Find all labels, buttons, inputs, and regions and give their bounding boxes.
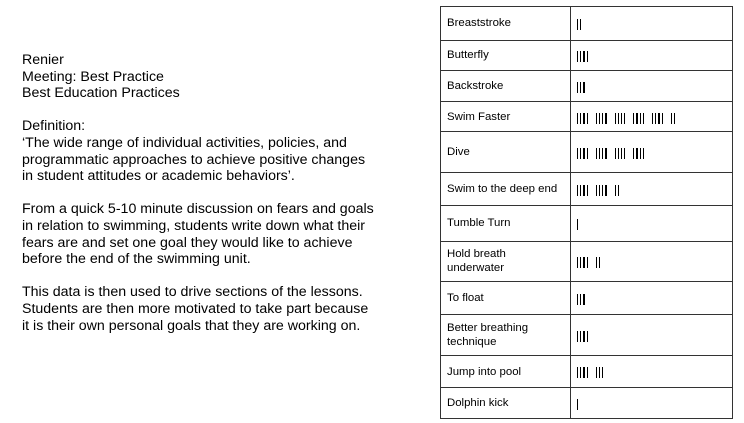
tally-group	[633, 147, 644, 158]
tally-mark	[640, 148, 641, 159]
notes-line: Best Education Practices	[22, 85, 180, 102]
tally-mark	[643, 148, 644, 159]
activity-label: Dolphin kick	[441, 388, 571, 419]
tally-mark	[583, 51, 584, 62]
tally-cell	[571, 241, 733, 282]
tally-mark	[652, 113, 653, 124]
tally-group	[577, 293, 585, 304]
table-row	[441, 314, 733, 355]
tally-mark	[587, 113, 588, 124]
activity-label: Jump into pool	[441, 355, 571, 388]
table-row	[441, 40, 733, 71]
tally-mark	[633, 148, 634, 159]
tally-mark	[577, 113, 578, 124]
notes-line: fears are and set one goal they would like to achieve	[22, 234, 353, 251]
tally-mark	[615, 148, 616, 159]
tally-mark	[621, 113, 622, 124]
tally-mark	[583, 113, 584, 124]
tally-mark	[577, 185, 578, 196]
tally-group	[615, 111, 626, 122]
tally-mark	[599, 367, 600, 378]
tally-mark	[583, 257, 584, 268]
tally-mark	[615, 185, 616, 196]
tally-mark	[655, 113, 656, 124]
tally-cell	[571, 388, 733, 419]
tally-mark	[621, 148, 622, 159]
tally-cell	[571, 132, 733, 173]
tally-group	[577, 329, 588, 340]
notes-line: ‘The wide range of individual activities, policies, and	[22, 134, 347, 151]
tally-table	[440, 6, 733, 419]
tally-mark	[605, 113, 606, 124]
tally-mark	[580, 148, 581, 159]
activity-label: Backstroke	[441, 71, 571, 102]
tally-mark	[580, 82, 581, 93]
tally-mark	[580, 257, 581, 268]
tally-mark	[583, 367, 584, 378]
notes-line: programmatic approaches to achieve positive changes	[22, 151, 366, 168]
tally-mark	[640, 113, 641, 124]
tally-cell	[571, 314, 733, 355]
notes-line: This data is then used to drive sections of the lessons.	[22, 284, 363, 301]
notes-line: From a quick 5-10 minute discussion on fears and goals	[22, 201, 374, 218]
tally-mark	[618, 185, 619, 196]
tally-mark	[618, 148, 619, 159]
tally-mark	[596, 148, 597, 159]
tally-cell	[571, 7, 733, 41]
tally-mark	[587, 367, 588, 378]
tally-mark	[605, 148, 606, 159]
tally-cell	[571, 71, 733, 102]
notes-line: in student attitudes or academic behaviors’.	[22, 168, 295, 185]
activity-label: To float	[441, 282, 571, 315]
tally-mark	[602, 113, 603, 124]
tally-mark	[577, 219, 578, 230]
tally-cell	[571, 355, 733, 388]
tally-mark	[587, 257, 588, 268]
tally-mark	[580, 331, 581, 342]
paragraph-gap	[22, 268, 417, 285]
tally-mark	[580, 185, 581, 196]
tally-mark	[580, 113, 581, 124]
tally-mark	[580, 294, 581, 305]
tally-mark	[583, 148, 584, 159]
tally-group	[577, 184, 588, 195]
tally-cell	[571, 101, 733, 132]
notes-line: Meeting: Best Practice	[22, 68, 164, 85]
table-row	[441, 7, 733, 41]
tally-mark	[583, 185, 584, 196]
tally-mark	[577, 257, 578, 268]
tally-cell	[571, 205, 733, 241]
notes-line: Students are then more motivated to take part because	[22, 300, 369, 317]
notes-line: before the end of the swimming unit.	[22, 251, 251, 268]
tally-mark	[580, 51, 581, 62]
tally-group	[577, 147, 588, 158]
tally-mark	[596, 367, 597, 378]
tally-mark	[596, 185, 597, 196]
tally-mark	[615, 113, 616, 124]
tally-group	[596, 184, 607, 195]
tally-mark	[587, 331, 588, 342]
tally-mark	[602, 367, 603, 378]
tally-mark	[587, 148, 588, 159]
notes-line: it is their own personal goals that they are working on.	[22, 317, 361, 334]
tally-group	[596, 111, 607, 122]
paragraph-gap	[22, 102, 417, 119]
tally-mark	[599, 148, 600, 159]
tally-cell	[571, 40, 733, 71]
tally-group	[577, 111, 588, 122]
notes-line: in relation to swimming, students write down what their	[22, 217, 366, 234]
activity-label: Swim to the deep end	[441, 173, 571, 206]
tally-mark	[624, 113, 625, 124]
paragraph-gap	[22, 185, 417, 202]
tally-mark	[587, 51, 588, 62]
tally-mark	[577, 148, 578, 159]
activity-label: Tumble Turn	[441, 205, 571, 241]
activity-label: Dive	[441, 132, 571, 173]
table-row	[441, 71, 733, 102]
tally-mark	[577, 399, 578, 410]
activity-label: Better breathing technique	[441, 314, 571, 355]
tally-mark	[583, 82, 584, 93]
tally-mark	[577, 19, 578, 30]
tally-mark	[636, 113, 637, 124]
tally-mark	[624, 148, 625, 159]
tally-mark	[599, 113, 600, 124]
table-row	[441, 282, 733, 315]
tally-mark	[643, 113, 644, 124]
tally-mark	[599, 257, 600, 268]
table-row	[441, 101, 733, 132]
tally-cell	[571, 173, 733, 206]
tally-group	[596, 366, 604, 377]
notes-text-block	[22, 52, 417, 334]
table-row	[441, 241, 733, 282]
tally-mark	[587, 185, 588, 196]
tally-group	[577, 398, 578, 409]
tally-mark	[633, 113, 634, 124]
tally-cell	[571, 282, 733, 315]
tally-group	[577, 81, 585, 92]
tally-mark	[577, 294, 578, 305]
tally-mark	[577, 367, 578, 378]
tally-group	[596, 256, 600, 267]
tally-group	[615, 184, 619, 195]
tally-group	[652, 111, 663, 122]
tally-mark	[577, 51, 578, 62]
tally-mark	[583, 294, 584, 305]
tally-mark	[605, 185, 606, 196]
table-row	[441, 388, 733, 419]
activity-label: Butterfly	[441, 40, 571, 71]
tally-group	[577, 50, 588, 61]
tally-mark	[658, 113, 659, 124]
tally-mark	[671, 113, 672, 124]
tally-mark	[580, 367, 581, 378]
tally-mark	[577, 331, 578, 342]
tally-mark	[596, 113, 597, 124]
tally-mark	[618, 113, 619, 124]
tally-mark	[577, 82, 578, 93]
tally-mark	[662, 113, 663, 124]
tally-mark	[596, 257, 597, 268]
tally-group	[577, 256, 588, 267]
tally-group	[596, 147, 607, 158]
tally-group	[577, 366, 588, 377]
tally-mark	[674, 113, 675, 124]
tally-group	[633, 111, 644, 122]
table-row	[441, 205, 733, 241]
activity-label: Breaststroke	[441, 7, 571, 41]
table-row	[441, 355, 733, 388]
table-row	[441, 132, 733, 173]
tally-mark	[602, 148, 603, 159]
tally-table-body	[441, 7, 733, 419]
activity-label: Swim Faster	[441, 101, 571, 132]
notes-line: Definition:	[22, 118, 86, 135]
tally-mark	[599, 185, 600, 196]
tally-group	[671, 111, 675, 122]
tally-mark	[636, 148, 637, 159]
tally-mark	[602, 185, 603, 196]
table-row	[441, 173, 733, 206]
notes-line: Renier	[22, 52, 64, 68]
tally-group	[577, 18, 581, 29]
activity-label: Hold breath underwater	[441, 241, 571, 282]
tally-mark	[580, 19, 581, 30]
tally-mark	[583, 331, 584, 342]
tally-group	[615, 147, 626, 158]
tally-group	[577, 218, 578, 229]
